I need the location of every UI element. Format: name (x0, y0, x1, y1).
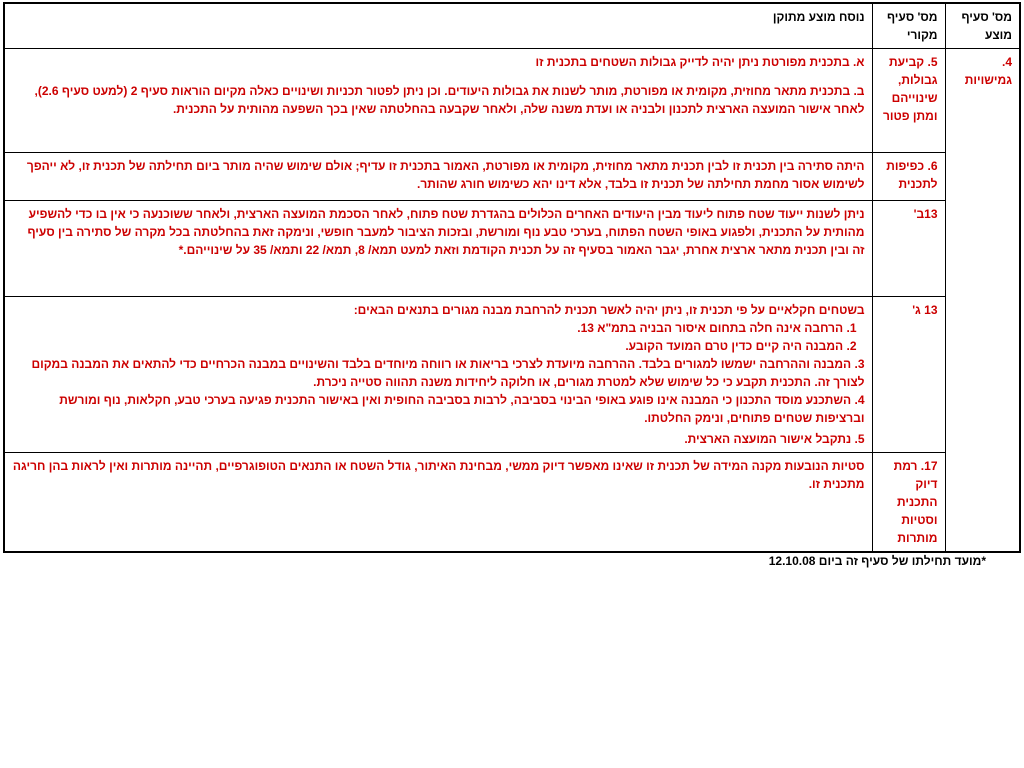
text-paragraph: היתה סתירה בין תכנית זו לבין תכנית מתאר מחוזית, מקומית או מפורטת, האמור בתכנית זו עדיף; אולם שימוש שהיה מותר ביום תחילתה של תכנית זו, לא ייהפך לשימוש אסור מחמת תחילתה של תכנית זו בלבד, אלא דינו יהא כשימוש חורג שהותר. (26, 159, 865, 191)
list-item: 5. נתקבל אישור המועצה הארצית. (684, 432, 865, 446)
list-item: 2. המבנה היה קיים כדין טרם המועד הקובע. (625, 339, 857, 353)
proposed-section-cell: 4. גמישויות (945, 49, 1020, 553)
text-paragraph: סטיות הנובעות מקנה המידה של תכנית זו שאינו מאפשר דיוק ממשי, מבחינת האיתור, גודל השטח או התנאים הטופוגרפיים, תהיינה מותרות ואין לראות בהן חריגה מתכנית זו. (12, 459, 865, 491)
original-section-cell: 17. רמת דיוק התכנית וסטיות מותרות (872, 453, 945, 553)
proposed-text-cell (4, 153, 872, 201)
table-row (4, 453, 1020, 553)
list-item: 4. השתכנע מוסד התכנון כי המבנה אינו פוגע באופי הבינוי בסביבה, לרבות בסביבה החופית ואין באישור התכנית פגיעה בערכי טבע, חקלאות, נוף ומורשת וברציפות שטחים פתוחים, ונימק החלטתו. (59, 393, 865, 425)
header-proposed-text: נוסח מוצע מתוקן (4, 3, 872, 49)
text-intro: בשטחים חקלאיים על פי תכנית זו, ניתן יהיה לאשר תכנית להרחבת מבנה מגורים בתנאים הבאים: (353, 303, 865, 317)
original-section-cell: 13 ג' (872, 297, 945, 453)
original-section-cell: 13ב' (872, 201, 945, 297)
text-paragraph: ניתן לשנות ייעוד שטח פתוח ליעוד מבין היעודים האחרים הכלולים בהגדרת שטח פתוח, לאחר הסכמת המועצה הארצית, ולאחר ששוכנעה כי אין בו כדי להשפיע מהותית על התכנית, ולפגוע באופי השטח הפתוח, בערכי טבע נוף ומורשת, ובזכות הציבור למעבר חופשי, ונימקה זאת בהחלטתה בכל מקרה של סתירה בין סעיף זה ובין תכנית מתאר ארצית אחרת, יגבר האמור בסעיף זה על תכנית הקודמת וזאת למעט תמא/ 8, תמא/ 22 ותמא/ 35 על שינוייהם.* (27, 207, 865, 257)
table-row (4, 49, 1020, 153)
original-section-cell: 6. כפיפות לתכנית (872, 153, 945, 201)
proposed-text-cell (4, 453, 872, 553)
original-section-cell: 5. קביעת גבולות, שינוייהם ומתן פטור (872, 49, 945, 153)
text-paragraph: ב. בתכנית מתאר מחוזית, מקומית או מפורטת, מותר לשנות את גבולות היעודים. וכן ניתן לפטור תכניות ושינויים כאלה מקיום הוראות סעיף 2 (למעט סעיף 2.6), לאחר אישור המועצה הארצית לתכנון ולבניה או ועדת משנה שלה, ולאחר שקבעה בהחלטתה שאין בכך השפעה מהותית על התכנית. (34, 84, 865, 116)
list-item: 1. הרחבה אינה חלה בתחום איסור הבניה בתמ"א 13. (577, 321, 857, 335)
proposed-text-cell (4, 297, 872, 453)
table-row (4, 153, 1020, 201)
table-row (4, 297, 1020, 453)
list-item: 3. המבנה וההרחבה ישמשו למגורים בלבד. ההרחבה מיועדת לצרכי בריאות או רווחה מיוחדים בלבד והשינויים במבנה הכרחיים כדי להתאים את המבנה במקום לצורך זה. התכנית תקבע כי כל שימוש שלא למטרת מגורים, או חלוקה ליחידות משנה תהווה סטייה ניכרת. (31, 357, 865, 389)
amendments-table (3, 2, 1021, 553)
proposed-text-cell (4, 49, 872, 153)
footnote: *מועד תחילתו של סעיף זה ביום 12.10.08 (768, 554, 986, 568)
table-row (4, 201, 1020, 297)
table-header-row (4, 3, 1020, 49)
header-proposed-section: מס' סעיף מוצע (945, 3, 1020, 49)
text-paragraph: א. בתכנית מפורטת ניתן יהיה לדייק גבולות השטחים בתכנית זו (535, 55, 865, 69)
header-original-section: מס' סעיף מקורי (872, 3, 945, 49)
proposed-text-cell (4, 201, 872, 297)
